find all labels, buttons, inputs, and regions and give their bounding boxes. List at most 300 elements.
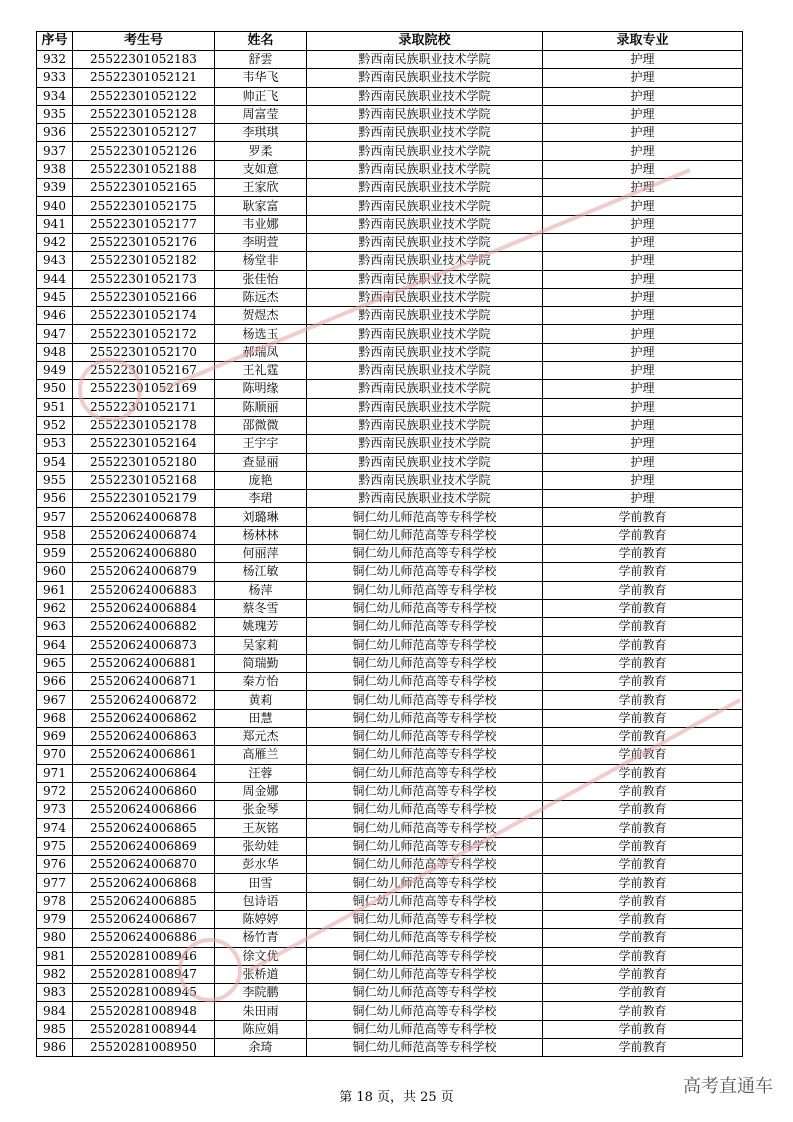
cell-major: 学前教育	[543, 819, 743, 837]
cell-exam-number: 25520624006871	[73, 673, 215, 691]
table-row	[37, 362, 743, 380]
table-row	[37, 764, 743, 782]
cell-college: 黔西南民族职业技术学院	[307, 288, 543, 306]
cell-college: 黔西南民族职业技术学院	[307, 197, 543, 215]
cell-name: 陈顺丽	[215, 398, 307, 416]
cell-name: 杨林林	[215, 526, 307, 544]
cell-exam-number: 25522301052183	[73, 51, 215, 69]
cell-college: 铜仁幼儿师范高等专科学校	[307, 837, 543, 855]
cell-exam-number: 25520624006878	[73, 508, 215, 526]
page-footer: 第 18 页，共 25 页	[339, 1090, 454, 1105]
cell-exam-number: 25522301052173	[73, 270, 215, 288]
cell-college: 黔西南民族职业技术学院	[307, 380, 543, 398]
cell-index: 955	[37, 471, 73, 489]
cell-index: 975	[37, 837, 73, 855]
cell-index: 985	[37, 1020, 73, 1038]
cell-exam-number: 25520624006879	[73, 563, 215, 581]
cell-exam-number: 25522301052178	[73, 416, 215, 434]
cell-major: 护理	[543, 142, 743, 160]
table-row	[37, 252, 743, 270]
cell-major: 学前教育	[543, 709, 743, 727]
header-name: 姓名	[215, 32, 307, 51]
cell-name: 罗柔	[215, 142, 307, 160]
cell-index: 977	[37, 874, 73, 892]
cell-major: 护理	[543, 490, 743, 508]
cell-major: 学前教育	[543, 581, 743, 599]
cell-name: 余琦	[215, 1039, 307, 1057]
cell-exam-number: 25522301052174	[73, 307, 215, 325]
cell-name: 何丽萍	[215, 545, 307, 563]
cell-exam-number: 25522301052166	[73, 288, 215, 306]
cell-index: 966	[37, 673, 73, 691]
cell-name: 简瑞勤	[215, 654, 307, 672]
cell-exam-number: 25520624006885	[73, 892, 215, 910]
cell-major: 学前教育	[543, 691, 743, 709]
header-index: 序号	[37, 32, 73, 51]
table-row	[37, 545, 743, 563]
cell-name: 舒雲	[215, 51, 307, 69]
cell-exam-number: 25522301052168	[73, 471, 215, 489]
cell-name: 汪蓉	[215, 764, 307, 782]
cell-college: 铜仁幼儿师范高等专科学校	[307, 673, 543, 691]
cell-major: 学前教育	[543, 965, 743, 983]
table-row	[37, 1039, 743, 1057]
cell-college: 黔西南民族职业技术学院	[307, 69, 543, 87]
cell-major: 护理	[543, 270, 743, 288]
cell-index: 938	[37, 160, 73, 178]
table-row	[37, 233, 743, 251]
cell-exam-number: 25522301052126	[73, 142, 215, 160]
cell-name: 贺煜杰	[215, 307, 307, 325]
cell-exam-number: 25520281008947	[73, 965, 215, 983]
cell-college: 铜仁幼儿师范高等专科学校	[307, 874, 543, 892]
table-row	[37, 819, 743, 837]
cell-major: 学前教育	[543, 764, 743, 782]
cell-exam-number: 25520624006886	[73, 929, 215, 947]
cell-major: 学前教育	[543, 618, 743, 636]
cell-major: 学前教育	[543, 892, 743, 910]
header-exam-number: 考生号	[73, 32, 215, 51]
cell-index: 945	[37, 288, 73, 306]
cell-exam-number: 25520281008945	[73, 984, 215, 1002]
header-major: 录取专业	[543, 32, 743, 51]
cell-name: 朱田雨	[215, 1002, 307, 1020]
cell-exam-number: 25520624006884	[73, 599, 215, 617]
cell-index: 973	[37, 801, 73, 819]
table-row	[37, 782, 743, 800]
cell-exam-number: 25520281008944	[73, 1020, 215, 1038]
cell-index: 979	[37, 910, 73, 928]
cell-index: 964	[37, 636, 73, 654]
cell-major: 护理	[543, 471, 743, 489]
table-row	[37, 490, 743, 508]
table-row	[37, 636, 743, 654]
table-row	[37, 526, 743, 544]
table-row	[37, 160, 743, 178]
cell-exam-number: 25520624006866	[73, 801, 215, 819]
cell-index: 962	[37, 599, 73, 617]
cell-index: 963	[37, 618, 73, 636]
cell-name: 陈应娟	[215, 1020, 307, 1038]
cell-college: 黔西南民族职业技术学院	[307, 215, 543, 233]
cell-name: 庞艳	[215, 471, 307, 489]
cell-index: 951	[37, 398, 73, 416]
cell-exam-number: 25520624006867	[73, 910, 215, 928]
cell-exam-number: 25522301052170	[73, 343, 215, 361]
cell-exam-number: 25522301052167	[73, 362, 215, 380]
cell-major: 学前教育	[543, 1020, 743, 1038]
cell-name: 李琪琪	[215, 124, 307, 142]
table-row	[37, 984, 743, 1002]
cell-name: 田雪	[215, 874, 307, 892]
table-row	[37, 343, 743, 361]
cell-exam-number: 25522301052171	[73, 398, 215, 416]
cell-name: 帅正飞	[215, 87, 307, 105]
table-row	[37, 892, 743, 910]
cell-index: 948	[37, 343, 73, 361]
cell-index: 970	[37, 746, 73, 764]
cell-index: 952	[37, 416, 73, 434]
cell-exam-number: 25522301052165	[73, 179, 215, 197]
cell-name: 王家欣	[215, 179, 307, 197]
cell-major: 护理	[543, 197, 743, 215]
cell-name: 张桥道	[215, 965, 307, 983]
cell-name: 刘璐琳	[215, 508, 307, 526]
cell-index: 932	[37, 51, 73, 69]
cell-major: 护理	[543, 252, 743, 270]
cell-major: 学前教育	[543, 746, 743, 764]
cell-exam-number: 25520624006881	[73, 654, 215, 672]
table-row	[37, 508, 743, 526]
cell-college: 铜仁幼儿师范高等专科学校	[307, 1002, 543, 1020]
cell-name: 田慧	[215, 709, 307, 727]
cell-name: 郑元杰	[215, 727, 307, 745]
cell-index: 949	[37, 362, 73, 380]
cell-college: 铜仁幼儿师范高等专科学校	[307, 618, 543, 636]
cell-name: 包诗语	[215, 892, 307, 910]
cell-exam-number: 25520624006870	[73, 856, 215, 874]
cell-major: 学前教育	[543, 563, 743, 581]
cell-major: 护理	[543, 51, 743, 69]
cell-index: 953	[37, 435, 73, 453]
cell-exam-number: 25520624006883	[73, 581, 215, 599]
cell-name: 周富莹	[215, 105, 307, 123]
cell-index: 942	[37, 233, 73, 251]
cell-name: 杨选玉	[215, 325, 307, 343]
cell-exam-number: 25520624006860	[73, 782, 215, 800]
cell-major: 护理	[543, 362, 743, 380]
cell-college: 黔西南民族职业技术学院	[307, 325, 543, 343]
cell-name: 陈明缘	[215, 380, 307, 398]
cell-college: 铜仁幼儿师范高等专科学校	[307, 709, 543, 727]
table-row	[37, 270, 743, 288]
cell-index: 969	[37, 727, 73, 745]
table-row	[37, 599, 743, 617]
cell-major: 学前教育	[543, 910, 743, 928]
cell-college: 黔西南民族职业技术学院	[307, 105, 543, 123]
cell-name: 查显丽	[215, 453, 307, 471]
cell-college: 黔西南民族职业技术学院	[307, 179, 543, 197]
cell-index: 978	[37, 892, 73, 910]
table-row	[37, 910, 743, 928]
cell-index: 965	[37, 654, 73, 672]
cell-index: 976	[37, 856, 73, 874]
cell-major: 护理	[543, 288, 743, 306]
cell-major: 护理	[543, 416, 743, 434]
cell-college: 铜仁幼儿师范高等专科学校	[307, 581, 543, 599]
cell-name: 秦方怡	[215, 673, 307, 691]
table-row	[37, 563, 743, 581]
table-row	[37, 142, 743, 160]
table-row	[37, 416, 743, 434]
cell-major: 学前教育	[543, 508, 743, 526]
cell-major: 护理	[543, 87, 743, 105]
table-row	[37, 746, 743, 764]
cell-index: 959	[37, 545, 73, 563]
cell-index: 946	[37, 307, 73, 325]
cell-index: 933	[37, 69, 73, 87]
cell-exam-number: 25520624006872	[73, 691, 215, 709]
cell-college: 铜仁幼儿师范高等专科学校	[307, 782, 543, 800]
cell-major: 学前教育	[543, 947, 743, 965]
cell-exam-number: 25522301052177	[73, 215, 215, 233]
cell-name: 吴家莉	[215, 636, 307, 654]
cell-exam-number: 25520624006882	[73, 618, 215, 636]
cell-exam-number: 25522301052121	[73, 69, 215, 87]
cell-college: 黔西南民族职业技术学院	[307, 453, 543, 471]
admission-table	[36, 31, 743, 1057]
cell-name: 耿家富	[215, 197, 307, 215]
table-row	[37, 87, 743, 105]
cell-exam-number: 25522301052188	[73, 160, 215, 178]
cell-name: 张金琴	[215, 801, 307, 819]
table-row	[37, 673, 743, 691]
cell-college: 铜仁幼儿师范高等专科学校	[307, 801, 543, 819]
cell-college: 黔西南民族职业技术学院	[307, 435, 543, 453]
cell-college: 铜仁幼儿师范高等专科学校	[307, 526, 543, 544]
cell-exam-number: 25522301052169	[73, 380, 215, 398]
cell-index: 984	[37, 1002, 73, 1020]
cell-college: 铜仁幼儿师范高等专科学校	[307, 1020, 543, 1038]
cell-name: 李明萱	[215, 233, 307, 251]
table-row	[37, 471, 743, 489]
cell-name: 周金娜	[215, 782, 307, 800]
cell-college: 黔西南民族职业技术学院	[307, 398, 543, 416]
cell-college: 铜仁幼儿师范高等专科学校	[307, 856, 543, 874]
cell-college: 铜仁幼儿师范高等专科学校	[307, 819, 543, 837]
cell-name: 支如意	[215, 160, 307, 178]
cell-major: 护理	[543, 124, 743, 142]
cell-college: 黔西南民族职业技术学院	[307, 142, 543, 160]
cell-major: 护理	[543, 435, 743, 453]
cell-exam-number: 25522301052172	[73, 325, 215, 343]
cell-major: 学前教育	[543, 856, 743, 874]
cell-major: 学前教育	[543, 673, 743, 691]
cell-index: 934	[37, 87, 73, 105]
cell-college: 铜仁幼儿师范高等专科学校	[307, 947, 543, 965]
cell-college: 铜仁幼儿师范高等专科学校	[307, 1039, 543, 1057]
cell-exam-number: 25520624006861	[73, 746, 215, 764]
cell-name: 高雁兰	[215, 746, 307, 764]
cell-major: 护理	[543, 179, 743, 197]
table-row	[37, 618, 743, 636]
cell-college: 铜仁幼儿师范高等专科学校	[307, 563, 543, 581]
cell-index: 982	[37, 965, 73, 983]
cell-index: 956	[37, 490, 73, 508]
table-body	[37, 51, 743, 1057]
cell-major: 学前教育	[543, 782, 743, 800]
cell-college: 黔西南民族职业技术学院	[307, 124, 543, 142]
cell-college: 铜仁幼儿师范高等专科学校	[307, 508, 543, 526]
cell-college: 黔西南民族职业技术学院	[307, 87, 543, 105]
cell-college: 黔西南民族职业技术学院	[307, 416, 543, 434]
cell-exam-number: 25520624006880	[73, 545, 215, 563]
table-row	[37, 801, 743, 819]
cell-college: 黔西南民族职业技术学院	[307, 343, 543, 361]
cell-index: 983	[37, 984, 73, 1002]
cell-index: 944	[37, 270, 73, 288]
cell-college: 黔西南民族职业技术学院	[307, 307, 543, 325]
table-row	[37, 1002, 743, 1020]
cell-name: 杨竹青	[215, 929, 307, 947]
cell-major: 护理	[543, 380, 743, 398]
cell-name: 杨萍	[215, 581, 307, 599]
cell-name: 郝瑞凤	[215, 343, 307, 361]
table-row	[37, 398, 743, 416]
cell-index: 980	[37, 929, 73, 947]
table-row	[37, 215, 743, 233]
cell-exam-number: 25520624006864	[73, 764, 215, 782]
cell-college: 铜仁幼儿师范高等专科学校	[307, 691, 543, 709]
cell-name: 李院鹏	[215, 984, 307, 1002]
table-row	[37, 453, 743, 471]
table-row	[37, 105, 743, 123]
cell-name: 王灰铭	[215, 819, 307, 837]
cell-major: 学前教育	[543, 837, 743, 855]
cell-index: 967	[37, 691, 73, 709]
cell-name: 邵微微	[215, 416, 307, 434]
cell-name: 李珺	[215, 490, 307, 508]
cell-name: 杨堂非	[215, 252, 307, 270]
cell-index: 939	[37, 179, 73, 197]
cell-index: 941	[37, 215, 73, 233]
cell-exam-number: 25520624006874	[73, 526, 215, 544]
cell-major: 学前教育	[543, 599, 743, 617]
header-college: 录取院校	[307, 32, 543, 51]
cell-exam-number: 25522301052127	[73, 124, 215, 142]
table-row	[37, 581, 743, 599]
cell-college: 铜仁幼儿师范高等专科学校	[307, 636, 543, 654]
cell-college: 铜仁幼儿师范高等专科学校	[307, 727, 543, 745]
cell-index: 981	[37, 947, 73, 965]
table-row	[37, 965, 743, 983]
cell-college: 铜仁幼儿师范高等专科学校	[307, 892, 543, 910]
cell-major: 护理	[543, 233, 743, 251]
table-row	[37, 179, 743, 197]
cell-college: 铜仁幼儿师范高等专科学校	[307, 929, 543, 947]
table-row	[37, 435, 743, 453]
cell-exam-number: 25522301052122	[73, 87, 215, 105]
cell-major: 学前教育	[543, 984, 743, 1002]
cell-college: 铜仁幼儿师范高等专科学校	[307, 746, 543, 764]
cell-exam-number: 25520624006868	[73, 874, 215, 892]
cell-index: 972	[37, 782, 73, 800]
cell-college: 铜仁幼儿师范高等专科学校	[307, 599, 543, 617]
cell-major: 护理	[543, 398, 743, 416]
cell-exam-number: 25520624006863	[73, 727, 215, 745]
table-row	[37, 69, 743, 87]
cell-major: 学前教育	[543, 1039, 743, 1057]
cell-exam-number: 25520624006873	[73, 636, 215, 654]
cell-major: 学前教育	[543, 654, 743, 672]
cell-name: 杨江敏	[215, 563, 307, 581]
cell-college: 铜仁幼儿师范高等专科学校	[307, 545, 543, 563]
table-row	[37, 288, 743, 306]
cell-major: 学前教育	[543, 526, 743, 544]
cell-exam-number: 25520624006862	[73, 709, 215, 727]
cell-college: 铜仁幼儿师范高等专科学校	[307, 984, 543, 1002]
cell-exam-number: 25520281008948	[73, 1002, 215, 1020]
table-row	[37, 380, 743, 398]
cell-index: 943	[37, 252, 73, 270]
cell-name: 王宇宇	[215, 435, 307, 453]
cell-name: 黄莉	[215, 691, 307, 709]
cell-index: 974	[37, 819, 73, 837]
cell-name: 陈婷婷	[215, 910, 307, 928]
cell-exam-number: 25522301052176	[73, 233, 215, 251]
cell-major: 护理	[543, 215, 743, 233]
cell-index: 947	[37, 325, 73, 343]
table-row	[37, 691, 743, 709]
table-row	[37, 124, 743, 142]
cell-exam-number: 25522301052164	[73, 435, 215, 453]
cell-name: 蔡冬雪	[215, 599, 307, 617]
table-row	[37, 856, 743, 874]
cell-index: 954	[37, 453, 73, 471]
cell-major: 学前教育	[543, 929, 743, 947]
cell-index: 968	[37, 709, 73, 727]
cell-major: 学前教育	[543, 1002, 743, 1020]
cell-college: 黔西南民族职业技术学院	[307, 270, 543, 288]
cell-exam-number: 25520281008946	[73, 947, 215, 965]
cell-major: 护理	[543, 325, 743, 343]
cell-exam-number: 25520624006869	[73, 837, 215, 855]
cell-name: 王礼霆	[215, 362, 307, 380]
cell-name: 彭水华	[215, 856, 307, 874]
cell-index: 986	[37, 1039, 73, 1057]
cell-index: 971	[37, 764, 73, 782]
cell-college: 黔西南民族职业技术学院	[307, 490, 543, 508]
cell-college: 铜仁幼儿师范高等专科学校	[307, 910, 543, 928]
table-row	[37, 929, 743, 947]
cell-major: 护理	[543, 307, 743, 325]
cell-major: 护理	[543, 69, 743, 87]
cell-name: 姚瑰芳	[215, 618, 307, 636]
table-row	[37, 874, 743, 892]
cell-college: 黔西南民族职业技术学院	[307, 471, 543, 489]
table-row	[37, 325, 743, 343]
cell-major: 学前教育	[543, 874, 743, 892]
table-row	[37, 837, 743, 855]
cell-name: 陈远杰	[215, 288, 307, 306]
cell-college: 黔西南民族职业技术学院	[307, 362, 543, 380]
cell-exam-number: 25522301052128	[73, 105, 215, 123]
cell-index: 940	[37, 197, 73, 215]
cell-exam-number: 25522301052179	[73, 490, 215, 508]
cell-name: 张幼娃	[215, 837, 307, 855]
cell-name: 韦业娜	[215, 215, 307, 233]
cell-name: 徐文优	[215, 947, 307, 965]
